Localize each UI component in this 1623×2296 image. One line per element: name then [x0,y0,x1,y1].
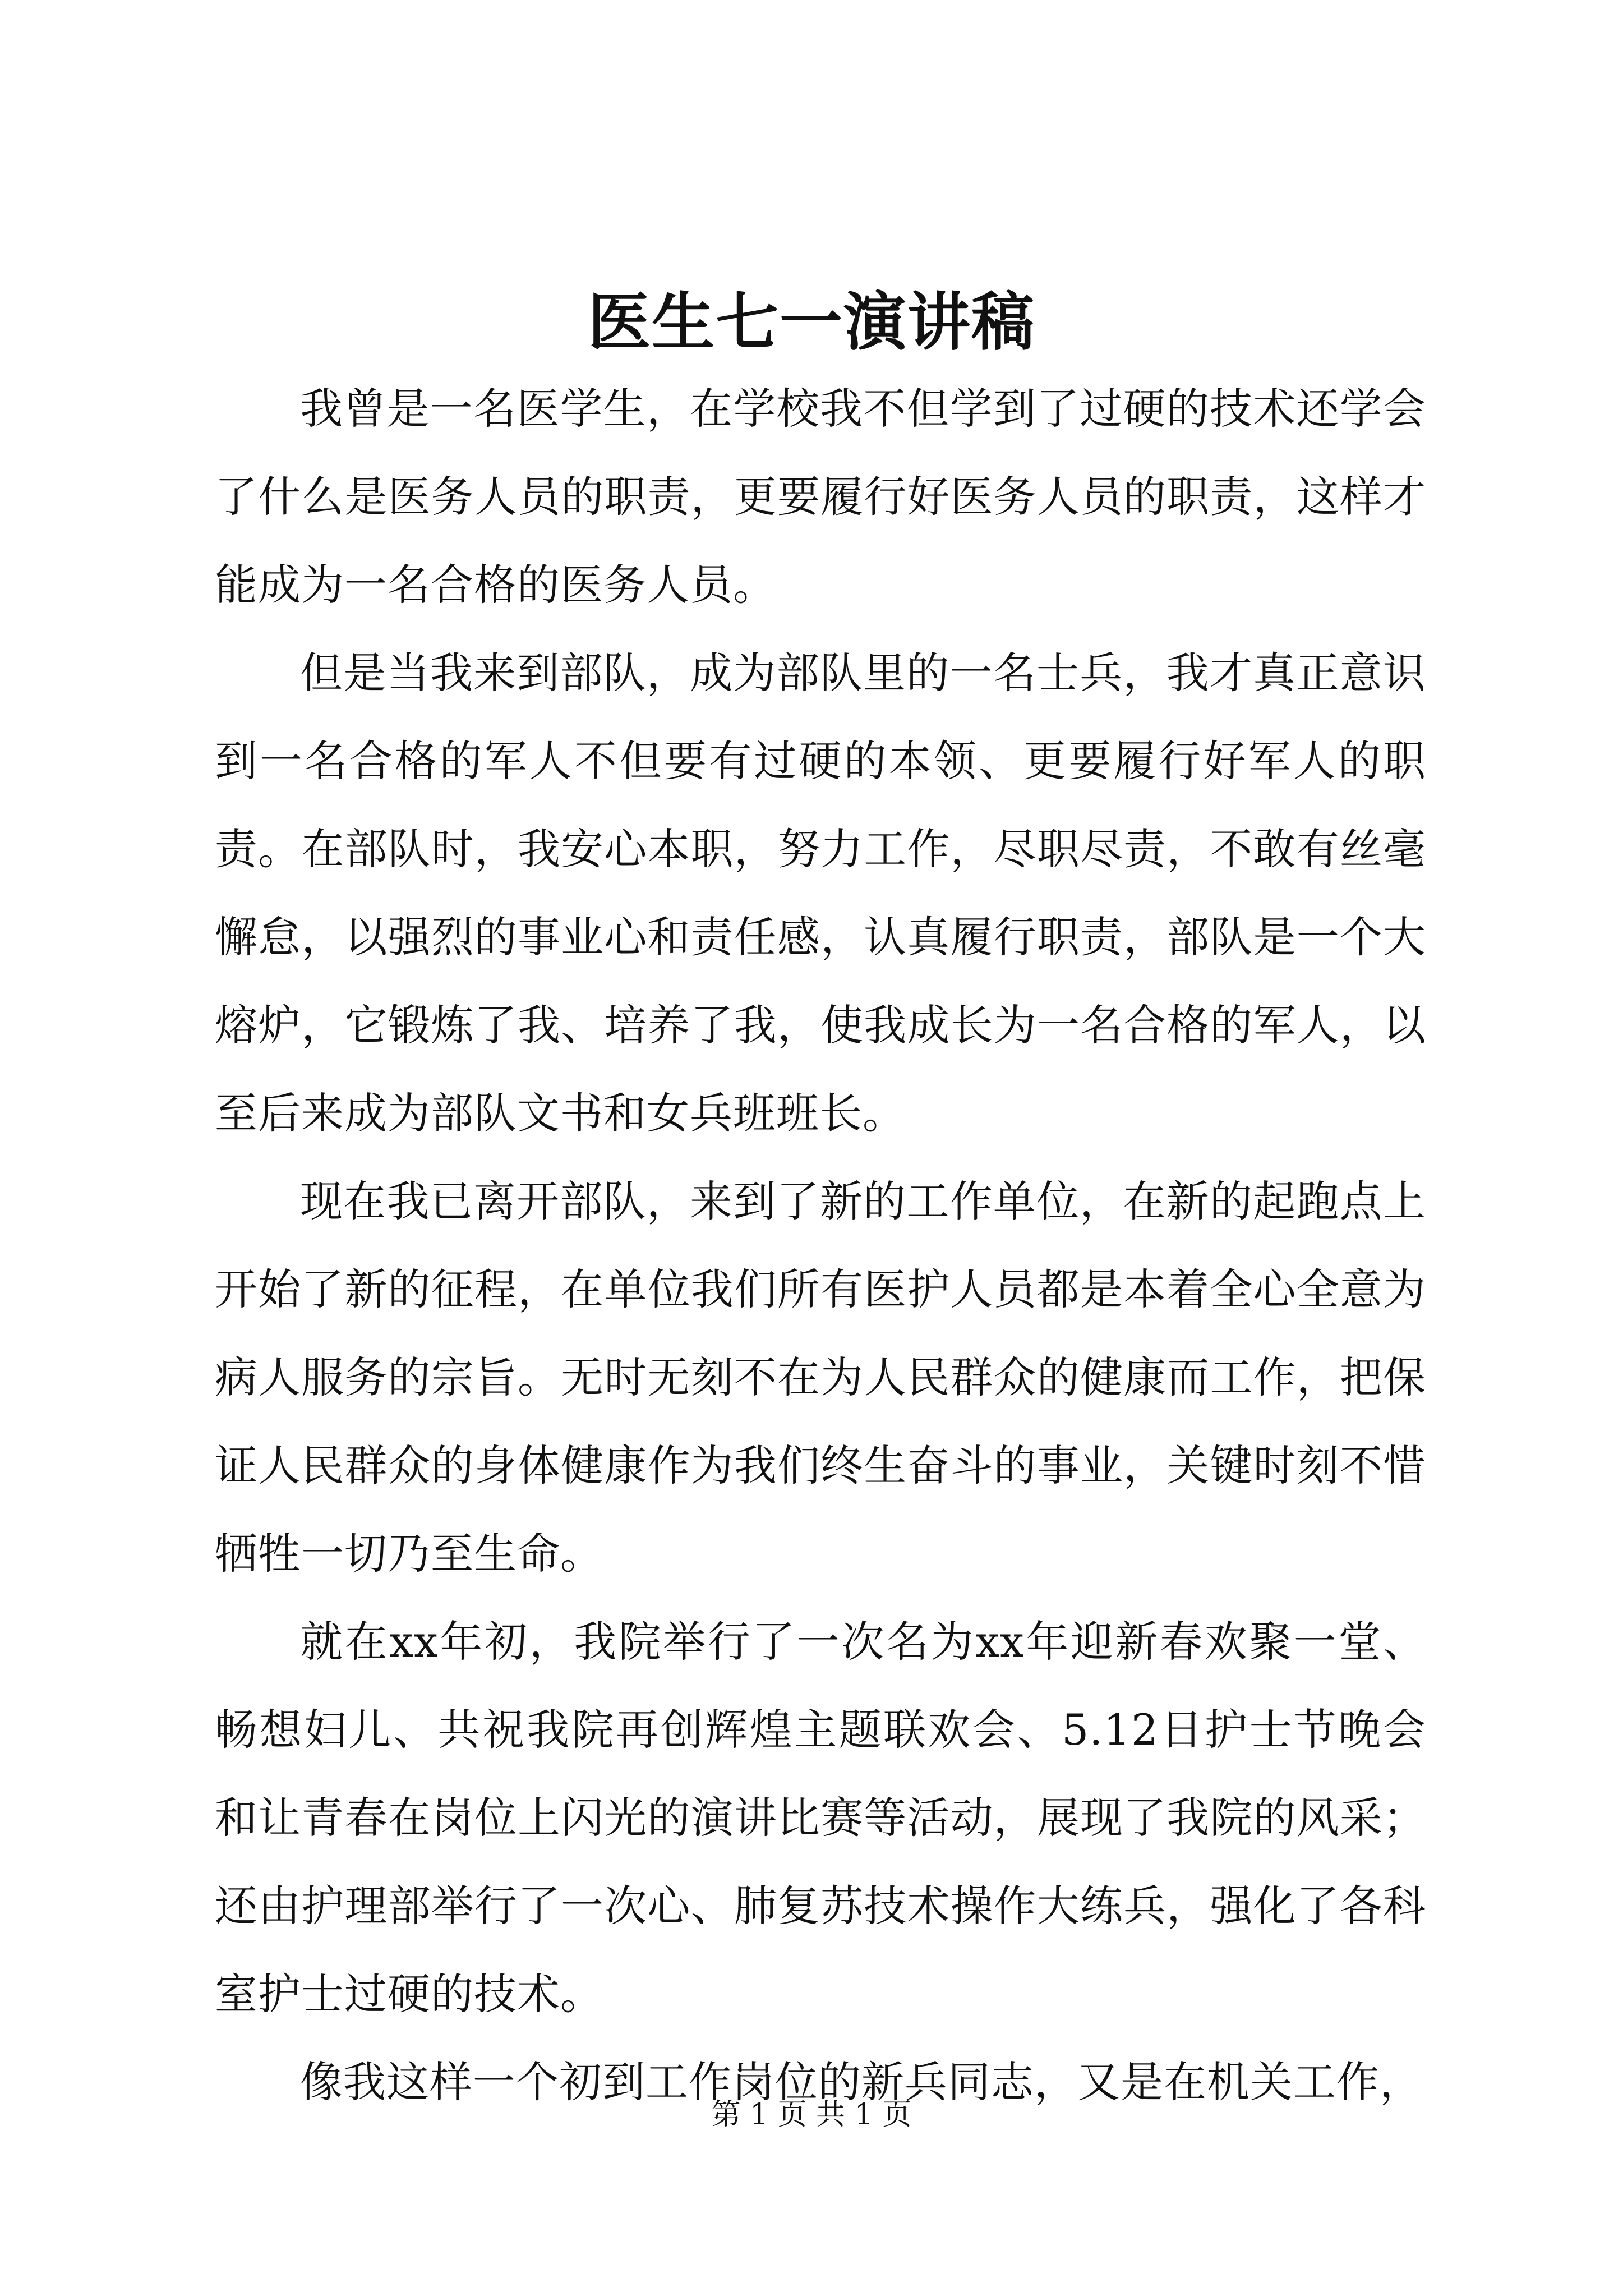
document-body [215,365,1426,2126]
page-footer: 第 1 页 共 1 页 [711,2098,912,2132]
paragraph-2: 但是当我来到部队，成为部队里的一名士兵，我才真正意识到一名合格的军人不但要有过硬的本领、更要履行好军人的职责。在部队时，我安心本职，努力工作，尽职尽责，不敢有丝毫懈怠，以强烈的事业心和责任感，认真履行职责，部队是一个大熔炉，它锻炼了我、培养了我，使我成长为一名合格的军人，以至后来成为部队文书和女兵班班长。 [215,648,1426,1138]
paragraph-5: 像我这样一个初到工作岗位的新兵同志，又是在机关工作， [300,2057,1423,2107]
paragraph-4: 就在xx年初，我院举行了一次名为xx年迎新春欢聚一堂、畅想妇儿、共祝我院再创辉煌主题联欢会、5.12日护士节晚会和让青春在岗位上闪光的演讲比赛等活动，展现了我院的风采；还由护理部举行了一次心、肺复苏技术操作大练兵，强化了各科室护士过硬的技术。 [215,1617,1426,2019]
document-title: 医生七一演讲稿 [588,286,1035,359]
paragraph-1: 我曾是一名医学生，在学校我不但学到了过硬的技术还学会了什么是医务人员的职责，更要履行好医务人员的职责，这样才能成为一名合格的医务人员。 [215,384,1426,610]
paragraph-3: 现在我已离开部队，来到了新的工作单位，在新的起跑点上开始了新的征程，在单位我们所有医护人员都是本着全心全意为病人服务的宗旨。无时无刻不在为人民群众的健康而工作，把保证人民群众的身体健康作为我们终生奋斗的事业，关键时刻不惜牺牲一切乃至生命。 [215,1176,1426,1579]
